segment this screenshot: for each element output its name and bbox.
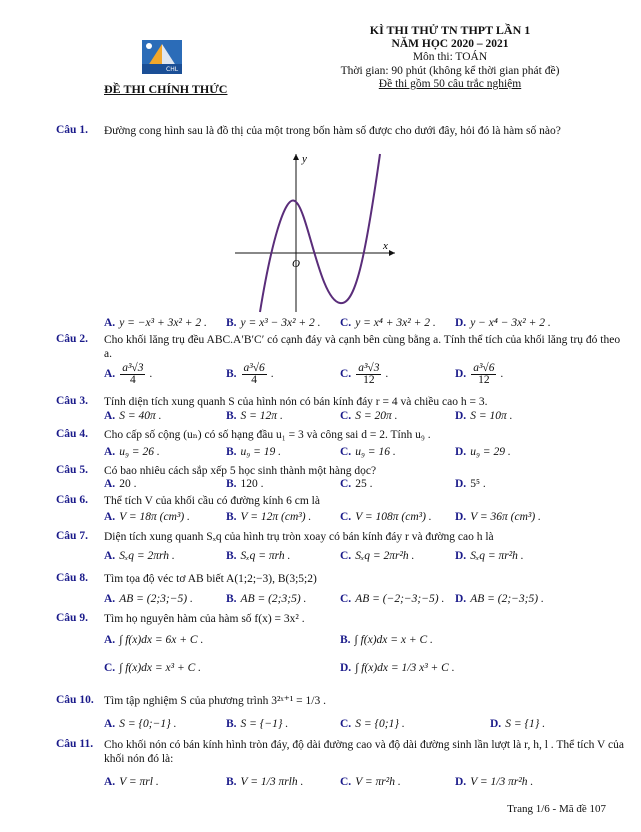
page-footer: Trang 1/6 - Mã đề 107 — [507, 803, 606, 815]
question-number: Câu 9. — [56, 612, 88, 624]
option-b[interactable]: B. S = 12π . — [226, 410, 283, 422]
option-d[interactable]: D. S = 10π . — [455, 410, 513, 422]
question-number: Câu 5. — [56, 464, 88, 476]
option-b[interactable]: B. ∫ f(x)dx = x + C . — [340, 634, 433, 646]
logo-text: CHL — [166, 66, 179, 73]
question-number: Câu 10. — [56, 694, 94, 706]
question-text: Đường cong hình sau là đồ thị của một trong bốn hàm số được cho dưới đây, hỏi đó là hàm số nào? — [104, 125, 561, 137]
option-b[interactable]: B. S = {−1} . — [226, 718, 289, 730]
option-d[interactable]: D. ∫ f(x)dx = 1/3 x³ + C . — [340, 662, 455, 674]
question-text: Thể tích V của khối cầu có đường kính 6 cm là — [104, 495, 320, 507]
question-text: Tìm tập nghiệm S của phương trình 3²ˣ⁺¹ = 1/3 . — [104, 695, 326, 707]
option-b[interactable]: B. V = 12π (cm³) . — [226, 511, 312, 523]
option-a[interactable]: A. u₉ = 26 . — [104, 446, 160, 458]
option-a[interactable]: A. $\frac{\text{a³√3}}{4}$ . — [104, 362, 153, 386]
option-d[interactable]: D. 5⁵ . — [455, 478, 486, 490]
option-d[interactable]: D. V = 1/3 πr²h . — [455, 776, 534, 788]
option-d[interactable]: D. S = {1} . — [490, 718, 546, 730]
question-text: Cho khối nón có bán kính hình tròn đáy, độ dài đường cao và độ dài đường sinh lần lượt là r, h, l . Thể tích V của khối nón đó là: — [104, 739, 624, 765]
option-d[interactable]: D. AB = (2;−3;5) . — [455, 593, 544, 605]
official-label: ĐỀ THI CHÍNH THỨC — [104, 82, 228, 96]
time-limit: Thời gian: 90 phút (không kể thời gian phát đề) — [340, 64, 560, 77]
question-text: Tìm tọa độ véc tơ AB biết A(1;2;−3), B(3;5;2) — [104, 573, 317, 585]
y-axis-label: y — [302, 153, 307, 165]
option-a[interactable]: A. ∫ f(x)dx = 6x + C . — [104, 634, 204, 646]
function-graph — [230, 150, 400, 316]
option-b[interactable]: B. AB = (2;3;5) . — [226, 593, 307, 605]
option-a[interactable]: A. Sₓq = 2πrh . — [104, 550, 175, 562]
option-a[interactable]: A. y = −x³ + 3x² + 2 . — [104, 317, 207, 329]
question-text: Có bao nhiêu cách sắp xếp 5 học sinh thành một hàng dọc? — [104, 465, 377, 477]
option-d[interactable]: D. V = 36π (cm³) . — [455, 511, 541, 523]
option-c[interactable]: C. Sₓq = 2πr²h . — [340, 550, 415, 562]
option-d[interactable]: D. u₉ = 29 . — [455, 446, 511, 458]
option-c[interactable]: C. S = 20π . — [340, 410, 398, 422]
question-number: Câu 4. — [56, 428, 88, 440]
question-text: Tìm họ nguyên hàm của hàm số f(x) = 3x² . — [104, 613, 305, 625]
question-text: Diện tích xung quanh Sₓq của hình trụ tròn xoay có bán kính đáy r và đường cao h là — [104, 531, 494, 543]
option-d[interactable]: D. y − x⁴ − 3x² + 2 . — [455, 317, 551, 329]
origin-label: O — [292, 258, 300, 270]
option-a[interactable]: A. S = 40π . — [104, 410, 162, 422]
question-number: Câu 6. — [56, 494, 88, 506]
question-text: Tính diện tích xung quanh S của hình nón có bán kính đáy r = 4 và chiều cao h = 3. — [104, 396, 488, 408]
question-number: Câu 1. — [56, 124, 88, 136]
option-c[interactable]: C. $\frac{\text{a³√3}}{12}$ . — [340, 362, 389, 386]
option-b[interactable]: B. 120 . — [226, 478, 264, 490]
option-c[interactable]: C. S = {0;1} . — [340, 718, 405, 730]
option-b[interactable]: B. Sₓq = πrh . — [226, 550, 291, 562]
question-number: Câu 3. — [56, 395, 88, 407]
option-b[interactable]: B. V = 1/3 πrlh . — [226, 776, 304, 788]
question-number: Câu 8. — [56, 572, 88, 584]
page-count: Đề thi gồm 50 câu trắc nghiệm — [378, 78, 522, 90]
subject: Môn thi: TOÁN — [412, 51, 488, 63]
option-b[interactable]: B. $\frac{\text{a³√6}}{4}$ . — [226, 362, 274, 386]
x-axis-label: x — [383, 240, 388, 252]
option-c[interactable]: C. ∫ f(x)dx = x³ + C . — [104, 662, 202, 674]
option-a[interactable]: A. V = πrl . — [104, 776, 159, 788]
option-b[interactable]: B. u₉ = 19 . — [226, 446, 282, 458]
option-d[interactable]: D. $\frac{\text{a³√6}}{12}$ . — [455, 362, 504, 386]
option-b[interactable]: B. y = x³ − 3x² + 2 . — [226, 317, 321, 329]
option-a[interactable]: A. S = {0;−1} . — [104, 718, 177, 730]
exam-header — [300, 24, 600, 92]
question-number: Câu 2. — [56, 333, 88, 345]
option-a[interactable]: A. AB = (2;3;−5) . — [104, 593, 193, 605]
question-number: Câu 7. — [56, 530, 88, 542]
option-d[interactable]: D. Sₓq = πr²h . — [455, 550, 524, 562]
option-a[interactable]: A. 20 . — [104, 478, 137, 490]
school-year: NĂM HỌC 2020 – 2021 — [391, 37, 509, 50]
option-c[interactable]: C. V = πr²h . — [340, 776, 401, 788]
question-text: Cho khối lăng trụ đều ABC.A′B′C′ có cạnh đáy và cạnh bên cùng bằng a. Tính thể tích của khối lăng trụ đó theo a. — [104, 334, 621, 360]
option-c[interactable]: C. AB = (−2;−3;−5) . — [340, 593, 445, 605]
option-c[interactable]: C. u₉ = 16 . — [340, 446, 396, 458]
question-text: Cho cấp số cộng (uₙ) có số hạng đầu u₁ = 3 và công sai d = 2. Tính u₉ . — [104, 429, 431, 441]
option-c[interactable]: C. V = 108π (cm³) . — [340, 511, 432, 523]
question-number: Câu 11. — [56, 738, 94, 750]
exam-title: KÌ THI THỬ TN THPT LẦN 1 — [369, 23, 531, 37]
option-a[interactable]: A. V = 18π (cm³) . — [104, 511, 190, 523]
school-logo — [140, 34, 186, 78]
option-c[interactable]: C. 25 . — [340, 478, 373, 490]
option-c[interactable]: C. y = x⁴ + 3x² + 2 . — [340, 317, 436, 329]
